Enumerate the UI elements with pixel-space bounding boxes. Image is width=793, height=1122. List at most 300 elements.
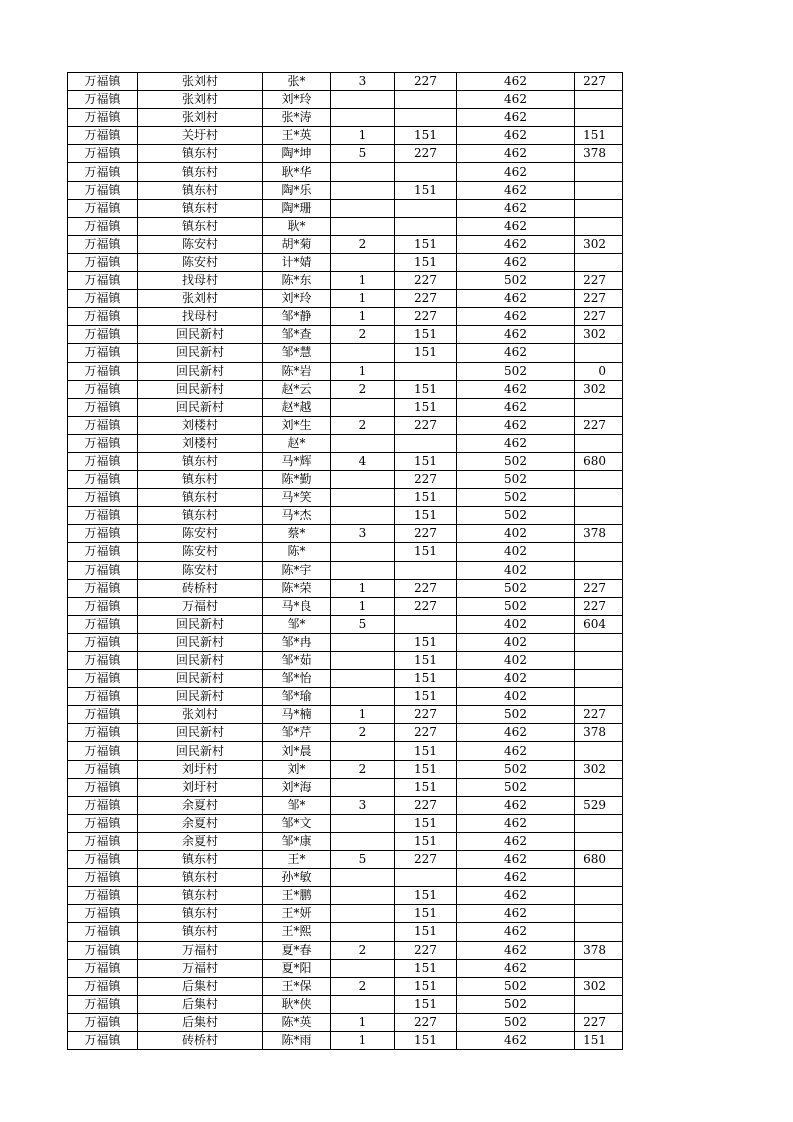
amount-b-cell: 462 bbox=[457, 1031, 575, 1049]
household-size-cell bbox=[331, 253, 395, 271]
amount-b-cell: 502 bbox=[457, 362, 575, 380]
total-cell bbox=[575, 959, 623, 977]
household-size-cell bbox=[331, 959, 395, 977]
total-cell bbox=[575, 652, 623, 670]
amount-b-cell: 502 bbox=[457, 995, 575, 1013]
household-size-cell bbox=[331, 742, 395, 760]
name-cell: 邹*茹 bbox=[263, 652, 331, 670]
total-cell bbox=[575, 253, 623, 271]
amount-a-cell bbox=[395, 362, 457, 380]
village-cell: 后集村 bbox=[138, 1013, 263, 1031]
total-cell bbox=[575, 543, 623, 561]
town-cell: 万福镇 bbox=[68, 579, 138, 597]
total-cell bbox=[575, 163, 623, 181]
name-cell: 耿*华 bbox=[263, 163, 331, 181]
village-cell: 回民新村 bbox=[138, 615, 263, 633]
household-size-cell bbox=[331, 543, 395, 561]
total-cell bbox=[575, 434, 623, 452]
name-cell: 陈*勤 bbox=[263, 471, 331, 489]
table-row bbox=[68, 362, 623, 380]
amount-a-cell: 151 bbox=[395, 652, 457, 670]
village-cell: 陈安村 bbox=[138, 543, 263, 561]
household-size-cell: 1 bbox=[331, 706, 395, 724]
town-cell: 万福镇 bbox=[68, 977, 138, 995]
total-cell: 302 bbox=[575, 380, 623, 398]
name-cell: 张*涛 bbox=[263, 109, 331, 127]
total-cell bbox=[575, 91, 623, 109]
amount-a-cell bbox=[395, 109, 457, 127]
town-cell: 万福镇 bbox=[68, 688, 138, 706]
town-cell: 万福镇 bbox=[68, 543, 138, 561]
total-cell: 227 bbox=[575, 597, 623, 615]
amount-a-cell: 227 bbox=[395, 1013, 457, 1031]
amount-a-cell: 227 bbox=[395, 724, 457, 742]
amount-b-cell: 502 bbox=[457, 452, 575, 470]
village-cell: 张刘村 bbox=[138, 109, 263, 127]
name-cell: 陶*坤 bbox=[263, 145, 331, 163]
village-cell: 回民新村 bbox=[138, 670, 263, 688]
total-cell bbox=[575, 670, 623, 688]
amount-a-cell: 151 bbox=[395, 995, 457, 1013]
village-cell: 镇东村 bbox=[138, 489, 263, 507]
town-cell: 万福镇 bbox=[68, 851, 138, 869]
total-cell: 227 bbox=[575, 1013, 623, 1031]
town-cell: 万福镇 bbox=[68, 416, 138, 434]
amount-a-cell: 151 bbox=[395, 127, 457, 145]
household-size-cell bbox=[331, 887, 395, 905]
household-size-cell: 4 bbox=[331, 452, 395, 470]
name-cell: 赵*越 bbox=[263, 398, 331, 416]
town-cell: 万福镇 bbox=[68, 905, 138, 923]
amount-b-cell: 462 bbox=[457, 91, 575, 109]
name-cell: 刘*海 bbox=[263, 778, 331, 796]
amount-a-cell: 227 bbox=[395, 706, 457, 724]
name-cell: 邹*冉 bbox=[263, 633, 331, 651]
household-size-cell bbox=[331, 434, 395, 452]
village-cell: 余夏村 bbox=[138, 796, 263, 814]
table-row bbox=[68, 579, 623, 597]
amount-a-cell bbox=[395, 217, 457, 235]
amount-a-cell: 227 bbox=[395, 851, 457, 869]
amount-b-cell: 462 bbox=[457, 380, 575, 398]
name-cell: 刘* bbox=[263, 760, 331, 778]
town-cell: 万福镇 bbox=[68, 597, 138, 615]
town-cell: 万福镇 bbox=[68, 832, 138, 850]
amount-b-cell: 462 bbox=[457, 145, 575, 163]
village-cell: 张刘村 bbox=[138, 73, 263, 91]
name-cell: 陈*岩 bbox=[263, 362, 331, 380]
household-size-cell bbox=[331, 633, 395, 651]
village-cell: 张刘村 bbox=[138, 91, 263, 109]
table-row bbox=[68, 489, 623, 507]
village-cell: 回民新村 bbox=[138, 652, 263, 670]
table-row bbox=[68, 1013, 623, 1031]
amount-b-cell: 462 bbox=[457, 796, 575, 814]
total-cell: 151 bbox=[575, 1031, 623, 1049]
household-size-cell bbox=[331, 199, 395, 217]
table-row bbox=[68, 670, 623, 688]
town-cell: 万福镇 bbox=[68, 869, 138, 887]
amount-a-cell: 151 bbox=[395, 905, 457, 923]
amount-b-cell: 502 bbox=[457, 760, 575, 778]
town-cell: 万福镇 bbox=[68, 145, 138, 163]
total-cell bbox=[575, 832, 623, 850]
amount-b-cell: 462 bbox=[457, 181, 575, 199]
name-cell: 耿*侠 bbox=[263, 995, 331, 1013]
amount-b-cell: 462 bbox=[457, 742, 575, 760]
household-size-cell: 2 bbox=[331, 760, 395, 778]
amount-b-cell: 462 bbox=[457, 905, 575, 923]
table-row bbox=[68, 688, 623, 706]
amount-a-cell: 227 bbox=[395, 796, 457, 814]
amount-b-cell: 502 bbox=[457, 597, 575, 615]
town-cell: 万福镇 bbox=[68, 887, 138, 905]
table-row bbox=[68, 507, 623, 525]
amount-b-cell: 502 bbox=[457, 489, 575, 507]
table-row bbox=[68, 778, 623, 796]
amount-b-cell: 502 bbox=[457, 272, 575, 290]
household-size-cell: 1 bbox=[331, 579, 395, 597]
table-row bbox=[68, 814, 623, 832]
amount-a-cell: 227 bbox=[395, 290, 457, 308]
amount-b-cell: 402 bbox=[457, 525, 575, 543]
total-cell bbox=[575, 905, 623, 923]
village-cell: 镇东村 bbox=[138, 163, 263, 181]
amount-b-cell: 462 bbox=[457, 253, 575, 271]
amount-b-cell: 402 bbox=[457, 688, 575, 706]
name-cell: 夏*阳 bbox=[263, 959, 331, 977]
total-cell bbox=[575, 688, 623, 706]
village-cell: 回民新村 bbox=[138, 742, 263, 760]
amount-b-cell: 402 bbox=[457, 561, 575, 579]
household-size-cell bbox=[331, 995, 395, 1013]
table-row bbox=[68, 887, 623, 905]
name-cell: 邹*怡 bbox=[263, 670, 331, 688]
name-cell: 陈*英 bbox=[263, 1013, 331, 1031]
town-cell: 万福镇 bbox=[68, 633, 138, 651]
name-cell: 陈*雨 bbox=[263, 1031, 331, 1049]
town-cell: 万福镇 bbox=[68, 380, 138, 398]
household-size-cell: 1 bbox=[331, 290, 395, 308]
total-cell: 680 bbox=[575, 851, 623, 869]
town-cell: 万福镇 bbox=[68, 507, 138, 525]
town-cell: 万福镇 bbox=[68, 923, 138, 941]
village-cell: 镇东村 bbox=[138, 869, 263, 887]
household-size-cell bbox=[331, 832, 395, 850]
household-size-cell bbox=[331, 163, 395, 181]
amount-b-cell: 462 bbox=[457, 344, 575, 362]
village-cell: 陈安村 bbox=[138, 561, 263, 579]
household-size-cell bbox=[331, 778, 395, 796]
household-size-cell: 2 bbox=[331, 724, 395, 742]
household-size-cell: 1 bbox=[331, 308, 395, 326]
village-cell: 张刘村 bbox=[138, 290, 263, 308]
total-cell bbox=[575, 742, 623, 760]
village-cell: 万福村 bbox=[138, 941, 263, 959]
name-cell: 蔡* bbox=[263, 525, 331, 543]
household-size-cell: 5 bbox=[331, 145, 395, 163]
name-cell: 马*笑 bbox=[263, 489, 331, 507]
town-cell: 万福镇 bbox=[68, 91, 138, 109]
village-cell: 镇东村 bbox=[138, 452, 263, 470]
amount-b-cell: 462 bbox=[457, 217, 575, 235]
household-size-cell bbox=[331, 688, 395, 706]
amount-a-cell: 151 bbox=[395, 742, 457, 760]
total-cell: 227 bbox=[575, 272, 623, 290]
village-cell: 回民新村 bbox=[138, 398, 263, 416]
village-cell: 回民新村 bbox=[138, 326, 263, 344]
amount-a-cell: 227 bbox=[395, 73, 457, 91]
village-cell: 镇东村 bbox=[138, 199, 263, 217]
household-size-cell bbox=[331, 91, 395, 109]
household-size-cell: 1 bbox=[331, 1013, 395, 1031]
name-cell: 王*鹏 bbox=[263, 887, 331, 905]
village-cell: 镇东村 bbox=[138, 905, 263, 923]
amount-a-cell: 151 bbox=[395, 235, 457, 253]
amount-b-cell: 402 bbox=[457, 615, 575, 633]
amount-b-cell: 462 bbox=[457, 416, 575, 434]
village-cell: 关圩村 bbox=[138, 127, 263, 145]
town-cell: 万福镇 bbox=[68, 615, 138, 633]
name-cell: 邹*慧 bbox=[263, 344, 331, 362]
amount-b-cell: 402 bbox=[457, 633, 575, 651]
total-cell bbox=[575, 344, 623, 362]
village-cell: 砖桥村 bbox=[138, 1031, 263, 1049]
total-cell: 227 bbox=[575, 308, 623, 326]
amount-a-cell: 151 bbox=[395, 380, 457, 398]
town-cell: 万福镇 bbox=[68, 127, 138, 145]
name-cell: 王*妍 bbox=[263, 905, 331, 923]
name-cell: 赵* bbox=[263, 434, 331, 452]
amount-a-cell: 151 bbox=[395, 181, 457, 199]
village-cell: 万福村 bbox=[138, 959, 263, 977]
amount-b-cell: 462 bbox=[457, 73, 575, 91]
village-cell: 陈安村 bbox=[138, 235, 263, 253]
household-size-cell bbox=[331, 905, 395, 923]
table-row bbox=[68, 543, 623, 561]
village-cell: 陈安村 bbox=[138, 253, 263, 271]
town-cell: 万福镇 bbox=[68, 163, 138, 181]
amount-a-cell: 151 bbox=[395, 670, 457, 688]
household-size-cell bbox=[331, 670, 395, 688]
amount-a-cell: 151 bbox=[395, 452, 457, 470]
amount-a-cell bbox=[395, 434, 457, 452]
household-size-cell bbox=[331, 923, 395, 941]
amount-a-cell: 227 bbox=[395, 272, 457, 290]
household-size-cell: 2 bbox=[331, 235, 395, 253]
amount-b-cell: 462 bbox=[457, 941, 575, 959]
amount-b-cell: 502 bbox=[457, 579, 575, 597]
total-cell bbox=[575, 887, 623, 905]
table-row bbox=[68, 326, 623, 344]
amount-b-cell: 502 bbox=[457, 977, 575, 995]
table-row bbox=[68, 163, 623, 181]
total-cell: 227 bbox=[575, 416, 623, 434]
table-row bbox=[68, 1031, 623, 1049]
town-cell: 万福镇 bbox=[68, 814, 138, 832]
name-cell: 孙*敏 bbox=[263, 869, 331, 887]
name-cell: 马*良 bbox=[263, 597, 331, 615]
total-cell: 0 bbox=[575, 362, 623, 380]
total-cell: 529 bbox=[575, 796, 623, 814]
village-cell: 余夏村 bbox=[138, 832, 263, 850]
town-cell: 万福镇 bbox=[68, 1031, 138, 1049]
town-cell: 万福镇 bbox=[68, 272, 138, 290]
table-row bbox=[68, 796, 623, 814]
household-size-cell bbox=[331, 507, 395, 525]
name-cell: 邹*瑜 bbox=[263, 688, 331, 706]
name-cell: 陈*东 bbox=[263, 272, 331, 290]
village-cell: 回民新村 bbox=[138, 362, 263, 380]
amount-b-cell: 462 bbox=[457, 851, 575, 869]
name-cell: 邹*康 bbox=[263, 832, 331, 850]
amount-a-cell: 227 bbox=[395, 308, 457, 326]
name-cell: 陶*珊 bbox=[263, 199, 331, 217]
table-row bbox=[68, 923, 623, 941]
table-row bbox=[68, 652, 623, 670]
total-cell bbox=[575, 778, 623, 796]
household-size-cell: 1 bbox=[331, 1031, 395, 1049]
town-cell: 万福镇 bbox=[68, 561, 138, 579]
table-row bbox=[68, 91, 623, 109]
town-cell: 万福镇 bbox=[68, 652, 138, 670]
name-cell: 邹*芹 bbox=[263, 724, 331, 742]
table-row bbox=[68, 452, 623, 470]
name-cell: 刘*生 bbox=[263, 416, 331, 434]
village-cell: 刘楼村 bbox=[138, 434, 263, 452]
amount-a-cell: 151 bbox=[395, 977, 457, 995]
household-size-cell: 1 bbox=[331, 362, 395, 380]
table-row bbox=[68, 706, 623, 724]
village-cell: 找母村 bbox=[138, 272, 263, 290]
village-cell: 砖桥村 bbox=[138, 579, 263, 597]
village-cell: 余夏村 bbox=[138, 814, 263, 832]
total-cell bbox=[575, 109, 623, 127]
village-cell: 镇东村 bbox=[138, 181, 263, 199]
name-cell: 邹*查 bbox=[263, 326, 331, 344]
household-size-cell bbox=[331, 217, 395, 235]
amount-a-cell: 227 bbox=[395, 471, 457, 489]
amount-a-cell bbox=[395, 163, 457, 181]
name-cell: 邹* bbox=[263, 796, 331, 814]
village-cell: 陈安村 bbox=[138, 525, 263, 543]
name-cell: 马*杰 bbox=[263, 507, 331, 525]
total-cell: 378 bbox=[575, 941, 623, 959]
amount-b-cell: 462 bbox=[457, 290, 575, 308]
town-cell: 万福镇 bbox=[68, 471, 138, 489]
household-size-cell bbox=[331, 652, 395, 670]
household-size-cell bbox=[331, 181, 395, 199]
table-row bbox=[68, 959, 623, 977]
village-cell: 后集村 bbox=[138, 995, 263, 1013]
amount-a-cell: 151 bbox=[395, 923, 457, 941]
household-size-cell: 1 bbox=[331, 272, 395, 290]
amount-a-cell: 151 bbox=[395, 326, 457, 344]
table-row bbox=[68, 597, 623, 615]
total-cell bbox=[575, 814, 623, 832]
amount-a-cell: 151 bbox=[395, 489, 457, 507]
amount-b-cell: 462 bbox=[457, 959, 575, 977]
amount-a-cell bbox=[395, 615, 457, 633]
total-cell bbox=[575, 923, 623, 941]
total-cell: 302 bbox=[575, 235, 623, 253]
household-size-cell: 3 bbox=[331, 796, 395, 814]
household-size-cell: 1 bbox=[331, 597, 395, 615]
town-cell: 万福镇 bbox=[68, 742, 138, 760]
household-size-cell: 3 bbox=[331, 73, 395, 91]
town-cell: 万福镇 bbox=[68, 308, 138, 326]
total-cell: 302 bbox=[575, 760, 623, 778]
amount-b-cell: 462 bbox=[457, 887, 575, 905]
amount-a-cell: 227 bbox=[395, 941, 457, 959]
town-cell: 万福镇 bbox=[68, 326, 138, 344]
total-cell bbox=[575, 398, 623, 416]
village-cell: 回民新村 bbox=[138, 344, 263, 362]
amount-a-cell: 227 bbox=[395, 416, 457, 434]
amount-a-cell: 227 bbox=[395, 579, 457, 597]
amount-a-cell: 151 bbox=[395, 543, 457, 561]
household-size-cell bbox=[331, 869, 395, 887]
total-cell: 378 bbox=[575, 724, 623, 742]
total-cell bbox=[575, 181, 623, 199]
table-row bbox=[68, 941, 623, 959]
total-cell: 302 bbox=[575, 977, 623, 995]
town-cell: 万福镇 bbox=[68, 199, 138, 217]
town-cell: 万福镇 bbox=[68, 1013, 138, 1031]
village-cell: 刘圩村 bbox=[138, 760, 263, 778]
name-cell: 邹*静 bbox=[263, 308, 331, 326]
amount-b-cell: 502 bbox=[457, 778, 575, 796]
town-cell: 万福镇 bbox=[68, 706, 138, 724]
table-row bbox=[68, 398, 623, 416]
town-cell: 万福镇 bbox=[68, 344, 138, 362]
name-cell: 计*婧 bbox=[263, 253, 331, 271]
total-cell bbox=[575, 633, 623, 651]
village-cell: 回民新村 bbox=[138, 724, 263, 742]
village-cell: 万福村 bbox=[138, 597, 263, 615]
amount-b-cell: 402 bbox=[457, 670, 575, 688]
table-row bbox=[68, 869, 623, 887]
table-row bbox=[68, 235, 623, 253]
table-row bbox=[68, 145, 623, 163]
amount-a-cell: 151 bbox=[395, 814, 457, 832]
town-cell: 万福镇 bbox=[68, 253, 138, 271]
amount-a-cell bbox=[395, 869, 457, 887]
household-size-cell: 2 bbox=[331, 977, 395, 995]
name-cell: 陈* bbox=[263, 543, 331, 561]
amount-b-cell: 502 bbox=[457, 706, 575, 724]
total-cell bbox=[575, 489, 623, 507]
amount-b-cell: 462 bbox=[457, 235, 575, 253]
total-cell: 227 bbox=[575, 579, 623, 597]
household-size-cell: 3 bbox=[331, 525, 395, 543]
name-cell: 王*保 bbox=[263, 977, 331, 995]
town-cell: 万福镇 bbox=[68, 796, 138, 814]
table-row bbox=[68, 977, 623, 995]
amount-a-cell: 151 bbox=[395, 253, 457, 271]
table-row bbox=[68, 290, 623, 308]
town-cell: 万福镇 bbox=[68, 525, 138, 543]
table-row bbox=[68, 561, 623, 579]
town-cell: 万福镇 bbox=[68, 434, 138, 452]
amount-b-cell: 402 bbox=[457, 543, 575, 561]
village-cell: 回民新村 bbox=[138, 688, 263, 706]
town-cell: 万福镇 bbox=[68, 181, 138, 199]
amount-a-cell: 151 bbox=[395, 507, 457, 525]
amount-b-cell: 462 bbox=[457, 326, 575, 344]
village-cell: 回民新村 bbox=[138, 380, 263, 398]
amount-b-cell: 462 bbox=[457, 398, 575, 416]
